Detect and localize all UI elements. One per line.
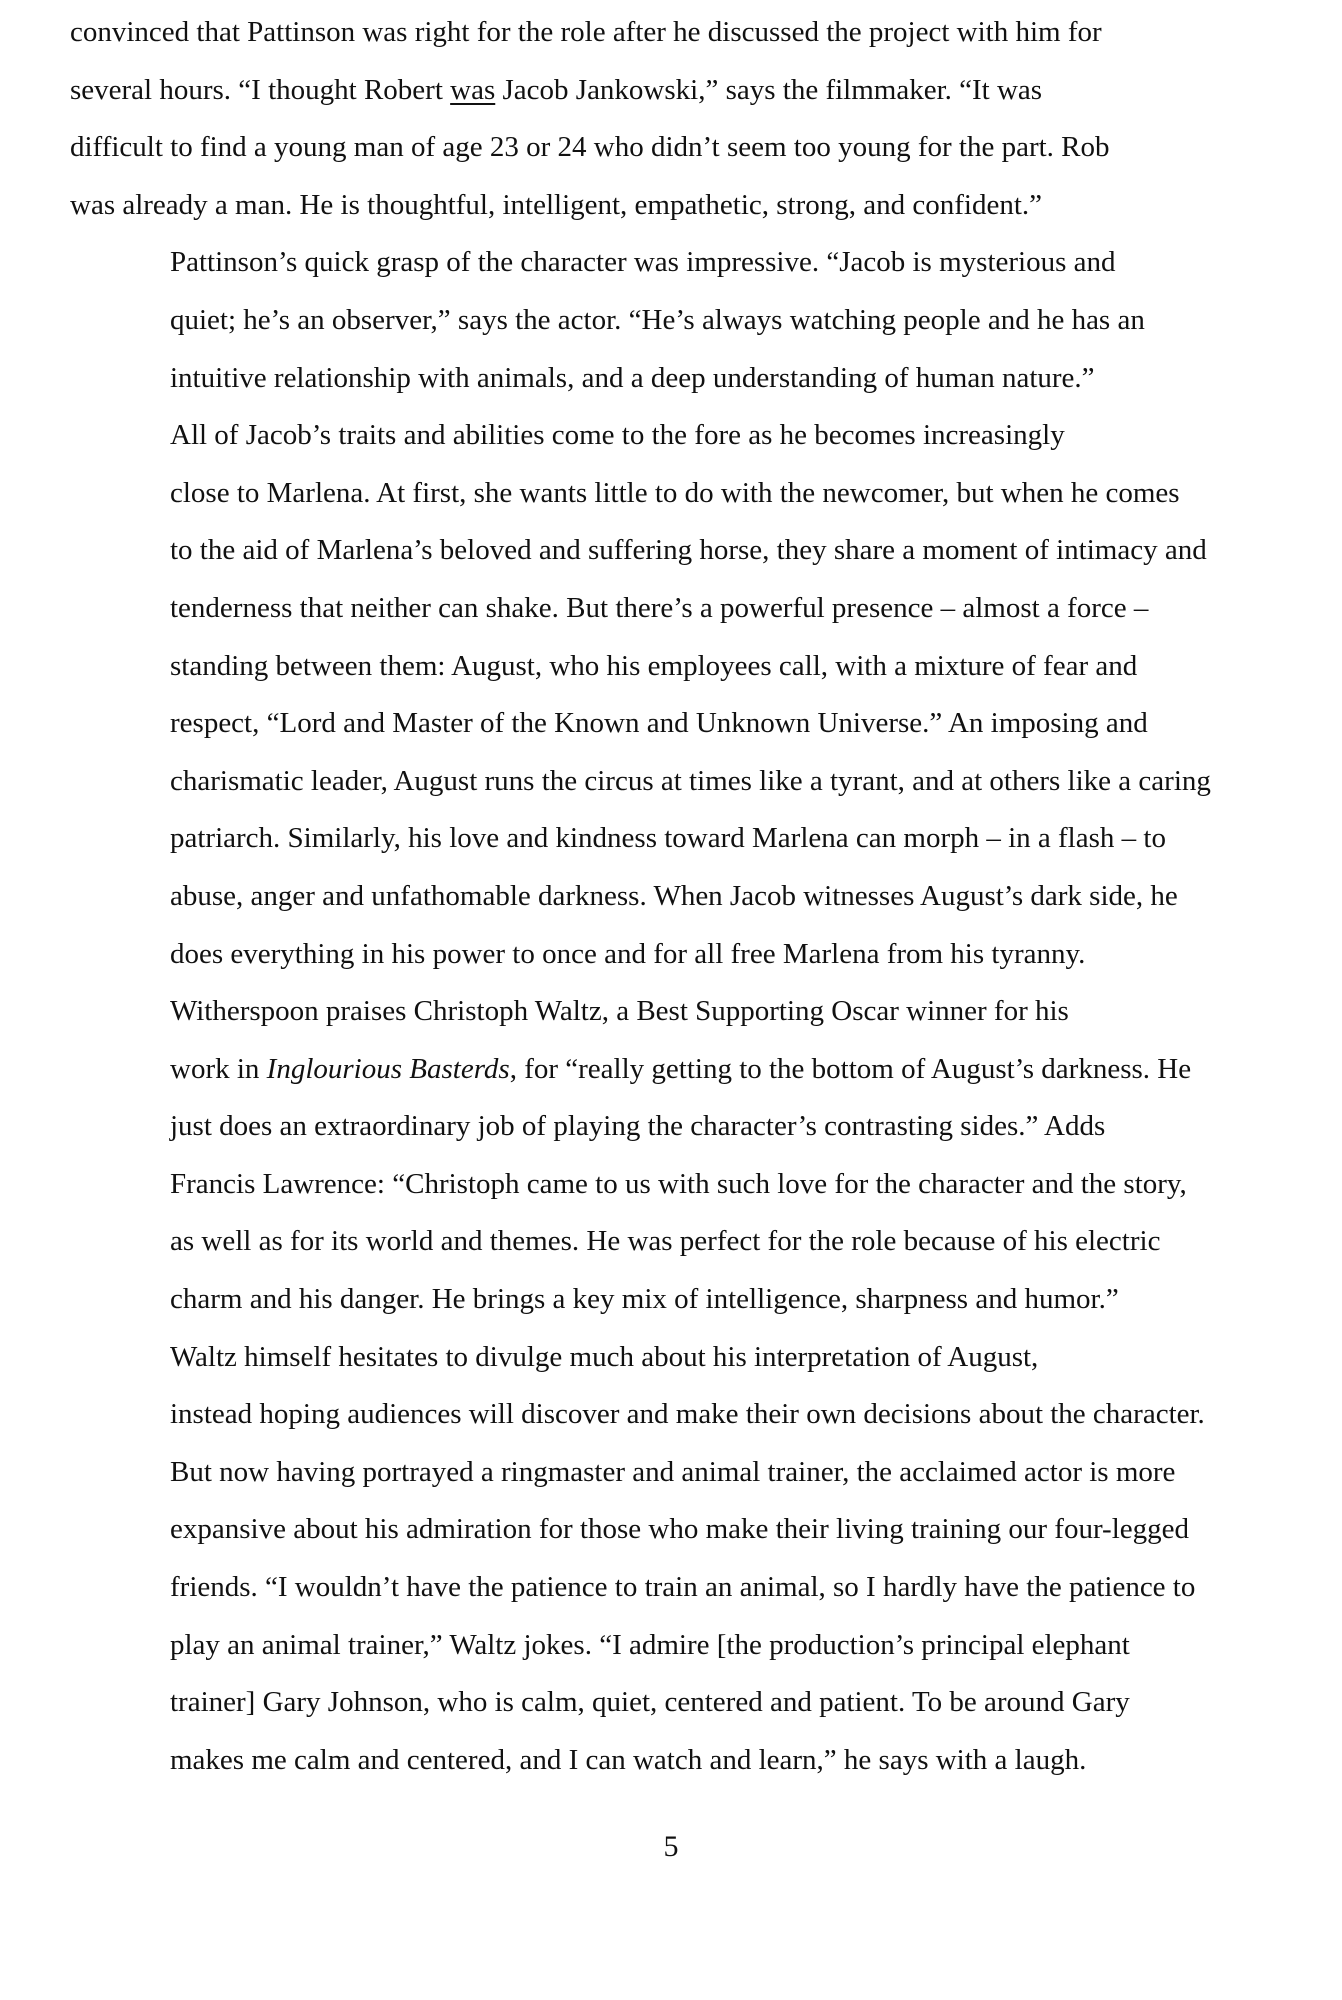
paragraph — [70, 4, 1282, 234]
text-line — [70, 1732, 1282, 1790]
text-run: Francis Lawrence: “Christoph came to us with such love for the character and the story, — [170, 1167, 1187, 1200]
text-run: Witherspoon praises Christoph Waltz, a Best Supporting Oscar winner for his — [170, 995, 1069, 1028]
text-line — [70, 983, 1282, 1041]
text-line — [70, 292, 1282, 350]
text-line — [70, 1156, 1282, 1214]
text-run: makes me calm and centered, and I can watch and learn,” he says with a laugh. — [170, 1743, 1087, 1776]
text-run: close to Marlena. At first, she wants little to do with the newcomer, but when he comes — [170, 476, 1180, 509]
text-line — [70, 4, 1282, 62]
text-line — [70, 350, 1282, 408]
text-line — [70, 1213, 1282, 1271]
paragraph — [70, 1329, 1282, 1790]
text-run: friends. “I wouldn’t have the patience to train an animal, so I hardly have the patience to — [170, 1571, 1196, 1604]
text-run: , for “really getting to the bottom of August’s darkness. He — [509, 1052, 1192, 1085]
text-line — [70, 1501, 1282, 1559]
text-line — [70, 926, 1282, 984]
text-line — [70, 1559, 1282, 1617]
text-run: But now having portrayed a ringmaster and animal trainer, the acclaimed actor is more — [170, 1455, 1176, 1488]
text-run: standing between them: August, who his employees call, with a mixture of fear and — [170, 649, 1138, 682]
text-line — [70, 1329, 1282, 1387]
text-line — [70, 1444, 1282, 1502]
text-run: was already a man. He is thoughtful, intelligent, empathetic, strong, and confident.” — [70, 188, 1043, 221]
text-run: quiet; he’s an observer,” says the actor. “He’s always watching people and he has an — [170, 303, 1145, 336]
text-line — [70, 753, 1282, 811]
text-run: Waltz himself hesitates to divulge much about his interpretation of August, — [170, 1340, 1039, 1373]
text-run: Jacob Jankowski,” says the filmmaker. “It was — [495, 73, 1043, 106]
text-run: charismatic leader, August runs the circus at times like a tyrant, and at others like a caring — [170, 764, 1211, 797]
text-line — [70, 1271, 1282, 1329]
text-run: as well as for its world and themes. He was perfect for the role because of his electric — [170, 1225, 1161, 1258]
text-line — [70, 234, 1282, 292]
text-line — [70, 810, 1282, 868]
text-run: convinced that Pattinson was right for the role after he discussed the project with him for — [70, 16, 1102, 48]
text-line — [70, 1098, 1282, 1156]
text-run: charm and his danger. He brings a key mix of intelligence, sharpness and humor.” — [170, 1283, 1119, 1316]
text-run: Pattinson’s quick grasp of the character was impressive. “Jacob is mysterious and — [170, 246, 1116, 279]
text-run: does everything in his power to once and for all free Marlena from his tyranny. — [170, 937, 1086, 970]
text-line — [70, 1041, 1282, 1099]
text-run: abuse, anger and unfathomable darkness. When Jacob witnesses August’s dark side, he — [170, 879, 1178, 912]
text-run: work in — [170, 1052, 267, 1085]
text-line — [70, 1386, 1282, 1444]
underlined-word: was — [450, 73, 496, 106]
text-run: All of Jacob’s traits and abilities come to the fore as he becomes increasingly — [170, 419, 1065, 452]
paragraph — [70, 983, 1282, 1329]
body-text — [70, 4, 1282, 1789]
text-run: intuitive relationship with animals, and a deep understanding of human nature.” — [170, 361, 1095, 394]
text-line — [70, 868, 1282, 926]
paragraph — [70, 234, 1282, 407]
text-run: tenderness that neither can shake. But there’s a powerful presence – almost a force – — [170, 591, 1149, 624]
page-number: 5 — [663, 1830, 679, 1863]
text-line — [70, 580, 1282, 638]
text-line — [70, 1674, 1282, 1732]
text-line — [70, 1617, 1282, 1675]
text-line — [70, 62, 1282, 120]
text-line — [70, 119, 1282, 177]
text-run: to the aid of Marlena’s beloved and suffering horse, they share a moment of intimacy and — [170, 534, 1207, 567]
text-run: difficult to find a young man of age 23 or 24 who didn’t seem too young for the part. Rob — [70, 131, 1110, 164]
paragraph — [70, 407, 1282, 983]
text-line — [70, 407, 1282, 465]
text-line — [70, 695, 1282, 753]
text-run: expansive about his admiration for those who make their living training our four-legged — [170, 1513, 1189, 1546]
text-run: play an animal trainer,” Waltz jokes. “I admire [the production’s principal elephant — [170, 1628, 1130, 1661]
text-line — [70, 177, 1282, 235]
text-run: several hours. “I thought Robert — [70, 73, 451, 106]
text-line — [70, 638, 1282, 696]
text-line — [70, 522, 1282, 580]
text-run: just does an extraordinary job of playing the character’s contrasting sides.” Adds — [170, 1110, 1106, 1143]
text-line — [70, 465, 1282, 523]
text-run: patriarch. Similarly, his love and kindness toward Marlena can morph – in a flash – to — [170, 822, 1166, 855]
italic-title: Inglourious Basterds — [266, 1052, 510, 1085]
text-run: respect, “Lord and Master of the Known and Unknown Universe.” An imposing and — [170, 707, 1148, 740]
text-run: trainer] Gary Johnson, who is calm, quiet, centered and patient. To be around Gary — [170, 1686, 1130, 1719]
text-run: instead hoping audiences will discover and make their own decisions about the character. — [170, 1398, 1205, 1431]
